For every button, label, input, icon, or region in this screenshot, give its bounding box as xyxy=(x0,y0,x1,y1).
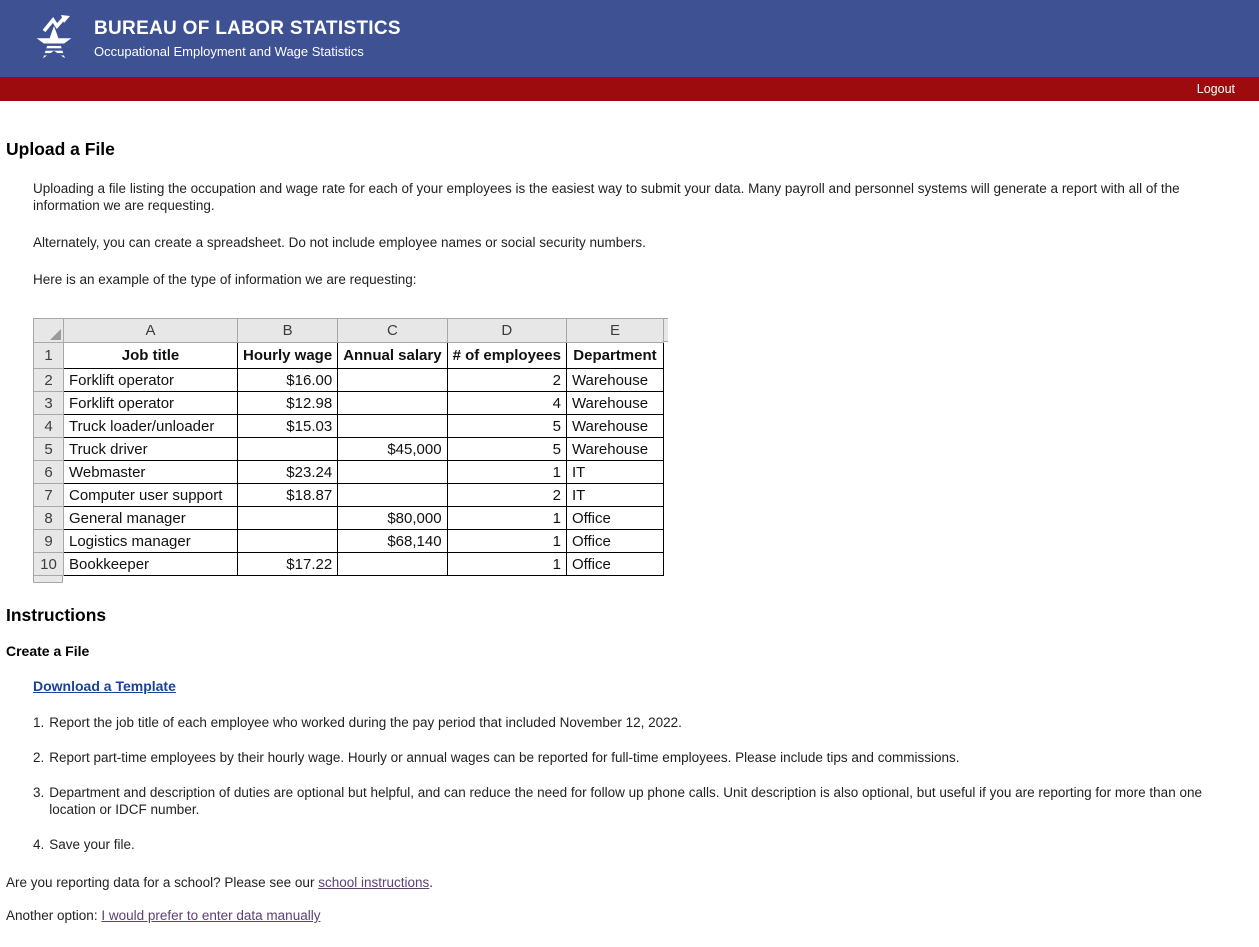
list-item xyxy=(33,784,1241,818)
manual-entry-link[interactable]: I would prefer to enter data manually xyxy=(101,908,321,923)
sheet-corner-cell xyxy=(34,319,64,343)
page-title: Upload a File xyxy=(6,139,115,159)
cell-annual-salary xyxy=(338,484,447,507)
cell-department: Warehouse xyxy=(566,415,663,438)
row-number: 5 xyxy=(34,438,64,461)
table-row xyxy=(34,553,664,576)
cell-department: Office xyxy=(566,553,663,576)
table-row xyxy=(34,415,664,438)
cell-annual-salary xyxy=(338,553,447,576)
utility-bar xyxy=(0,77,1259,101)
create-a-file-subheading: Create a File xyxy=(6,643,90,659)
row-number: 4 xyxy=(34,415,64,438)
cell-hourly-wage xyxy=(238,507,338,530)
sheet-next-column-sliver xyxy=(664,318,668,342)
table-row xyxy=(34,369,664,392)
site-subtitle: Occupational Employment and Wage Statistics xyxy=(94,44,364,59)
cell-job-title: Logistics manager xyxy=(64,530,238,553)
row-number: 6 xyxy=(34,461,64,484)
row-number: 1 xyxy=(34,343,64,369)
download-template-link[interactable]: Download a Template xyxy=(33,678,176,694)
list-item xyxy=(33,749,1241,766)
cell-hourly-wage: $15.03 xyxy=(238,415,338,438)
sheet-next-row-stub xyxy=(33,576,63,583)
cell-employees: 1 xyxy=(447,507,566,530)
logout-link[interactable]: Logout xyxy=(1196,82,1235,96)
header-cell: Annual salary xyxy=(338,343,447,369)
manual-entry-line xyxy=(6,908,1241,923)
cell-employees: 5 xyxy=(447,438,566,461)
cell-job-title: Computer user support xyxy=(64,484,238,507)
cell-annual-salary: $68,140 xyxy=(338,530,447,553)
cell-job-title: Forklift operator xyxy=(64,369,238,392)
cell-department: IT xyxy=(566,461,663,484)
step-number: 3. xyxy=(33,785,45,800)
column-letters-row xyxy=(34,319,664,343)
column-letter: B xyxy=(238,319,338,343)
cell-department: Warehouse xyxy=(566,392,663,415)
alternate-paragraph: Alternately, you can create a spreadsheet. Do not include employee names or social security numbers. xyxy=(33,235,646,250)
cell-employees: 5 xyxy=(447,415,566,438)
cell-job-title: Truck loader/unloader xyxy=(64,415,238,438)
instructions-heading: Instructions xyxy=(6,605,107,625)
cell-department: IT xyxy=(566,484,663,507)
column-letter: D xyxy=(447,319,566,343)
row-number: 8 xyxy=(34,507,64,530)
cell-department: Warehouse xyxy=(566,438,663,461)
list-item xyxy=(33,836,1241,853)
site-header xyxy=(0,0,1259,77)
cell-job-title: Truck driver xyxy=(64,438,238,461)
cell-employees: 1 xyxy=(447,530,566,553)
school-instructions-link[interactable]: school instructions xyxy=(318,875,430,890)
manual-entry-text: Another option: xyxy=(6,908,102,923)
cell-annual-salary xyxy=(338,392,447,415)
header-cell: Department xyxy=(566,343,663,369)
table-row xyxy=(34,507,664,530)
cell-job-title: Bookkeeper xyxy=(64,553,238,576)
step-number: 1. xyxy=(33,715,45,730)
cell-hourly-wage: $12.98 xyxy=(238,392,338,415)
site-title: BUREAU OF LABOR STATISTICS xyxy=(94,18,401,39)
school-question-text: Are you reporting data for a school? Please see our xyxy=(6,875,319,890)
intro-paragraph: Uploading a file listing the occupation and wage rate for each of your employees is the easiest way to submit your data. Many payroll and personnel systems will generate a report with all of the information we are requesting. xyxy=(33,181,1180,213)
cell-hourly-wage xyxy=(238,530,338,553)
list-item xyxy=(33,714,1241,731)
table-row xyxy=(34,392,664,415)
table-row xyxy=(34,484,664,507)
cell-annual-salary xyxy=(338,461,447,484)
example-paragraph: Here is an example of the type of information we are requesting: xyxy=(33,272,417,287)
header-text xyxy=(94,18,401,59)
header-cell: Job title xyxy=(64,343,238,369)
cell-annual-salary: $45,000 xyxy=(338,438,447,461)
example-spreadsheet xyxy=(33,318,664,576)
cell-employees: 1 xyxy=(447,553,566,576)
cell-job-title: Forklift operator xyxy=(64,392,238,415)
cell-employees: 2 xyxy=(447,369,566,392)
step-text: Report part-time employees by their hourly wage. Hourly or annual wages can be reported for full-time employees. Please include tips and commissions. xyxy=(49,750,960,765)
cell-hourly-wage: $23.24 xyxy=(238,461,338,484)
main-content xyxy=(0,139,1259,947)
step-number: 4. xyxy=(33,837,45,852)
table-row xyxy=(34,530,664,553)
cell-annual-salary xyxy=(338,369,447,392)
cell-department: Office xyxy=(566,530,663,553)
cell-hourly-wage: $17.22 xyxy=(238,553,338,576)
cell-job-title: Webmaster xyxy=(64,461,238,484)
row-number: 9 xyxy=(34,530,64,553)
row-number: 2 xyxy=(34,369,64,392)
cell-department: Warehouse xyxy=(566,369,663,392)
cell-employees: 2 xyxy=(447,484,566,507)
school-question-period: . xyxy=(429,875,434,890)
cell-hourly-wage xyxy=(238,438,338,461)
cell-job-title: General manager xyxy=(64,507,238,530)
cell-employees: 1 xyxy=(447,461,566,484)
step-text: Save your file. xyxy=(49,837,135,852)
header-cell: # of employees xyxy=(447,343,566,369)
step-text: Department and description of duties are optional but helpful, and can reduce the need for follow up phone calls. Unit description is also optional, but useful if you are reporting for more than one location or IDCF number. xyxy=(49,785,1202,817)
table-row xyxy=(34,438,664,461)
cell-annual-salary: $80,000 xyxy=(338,507,447,530)
step-number: 2. xyxy=(33,750,45,765)
column-letter: E xyxy=(566,319,663,343)
row-number: 3 xyxy=(34,392,64,415)
cell-department: Office xyxy=(566,507,663,530)
instruction-steps xyxy=(33,714,1241,853)
bls-logo-star-icon xyxy=(30,12,78,66)
header-cell: Hourly wage xyxy=(238,343,338,369)
cell-employees: 4 xyxy=(447,392,566,415)
column-letter: C xyxy=(338,319,447,343)
step-text: Report the job title of each employee who worked during the pay period that included November 12, 2022. xyxy=(49,715,682,730)
row-number: 10 xyxy=(34,553,64,576)
download-row xyxy=(33,678,1241,696)
row-number: 7 xyxy=(34,484,64,507)
cell-hourly-wage: $16.00 xyxy=(238,369,338,392)
table-row xyxy=(34,343,664,369)
cell-annual-salary xyxy=(338,415,447,438)
table-row xyxy=(34,461,664,484)
cell-hourly-wage: $18.87 xyxy=(238,484,338,507)
column-letter: A xyxy=(64,319,238,343)
